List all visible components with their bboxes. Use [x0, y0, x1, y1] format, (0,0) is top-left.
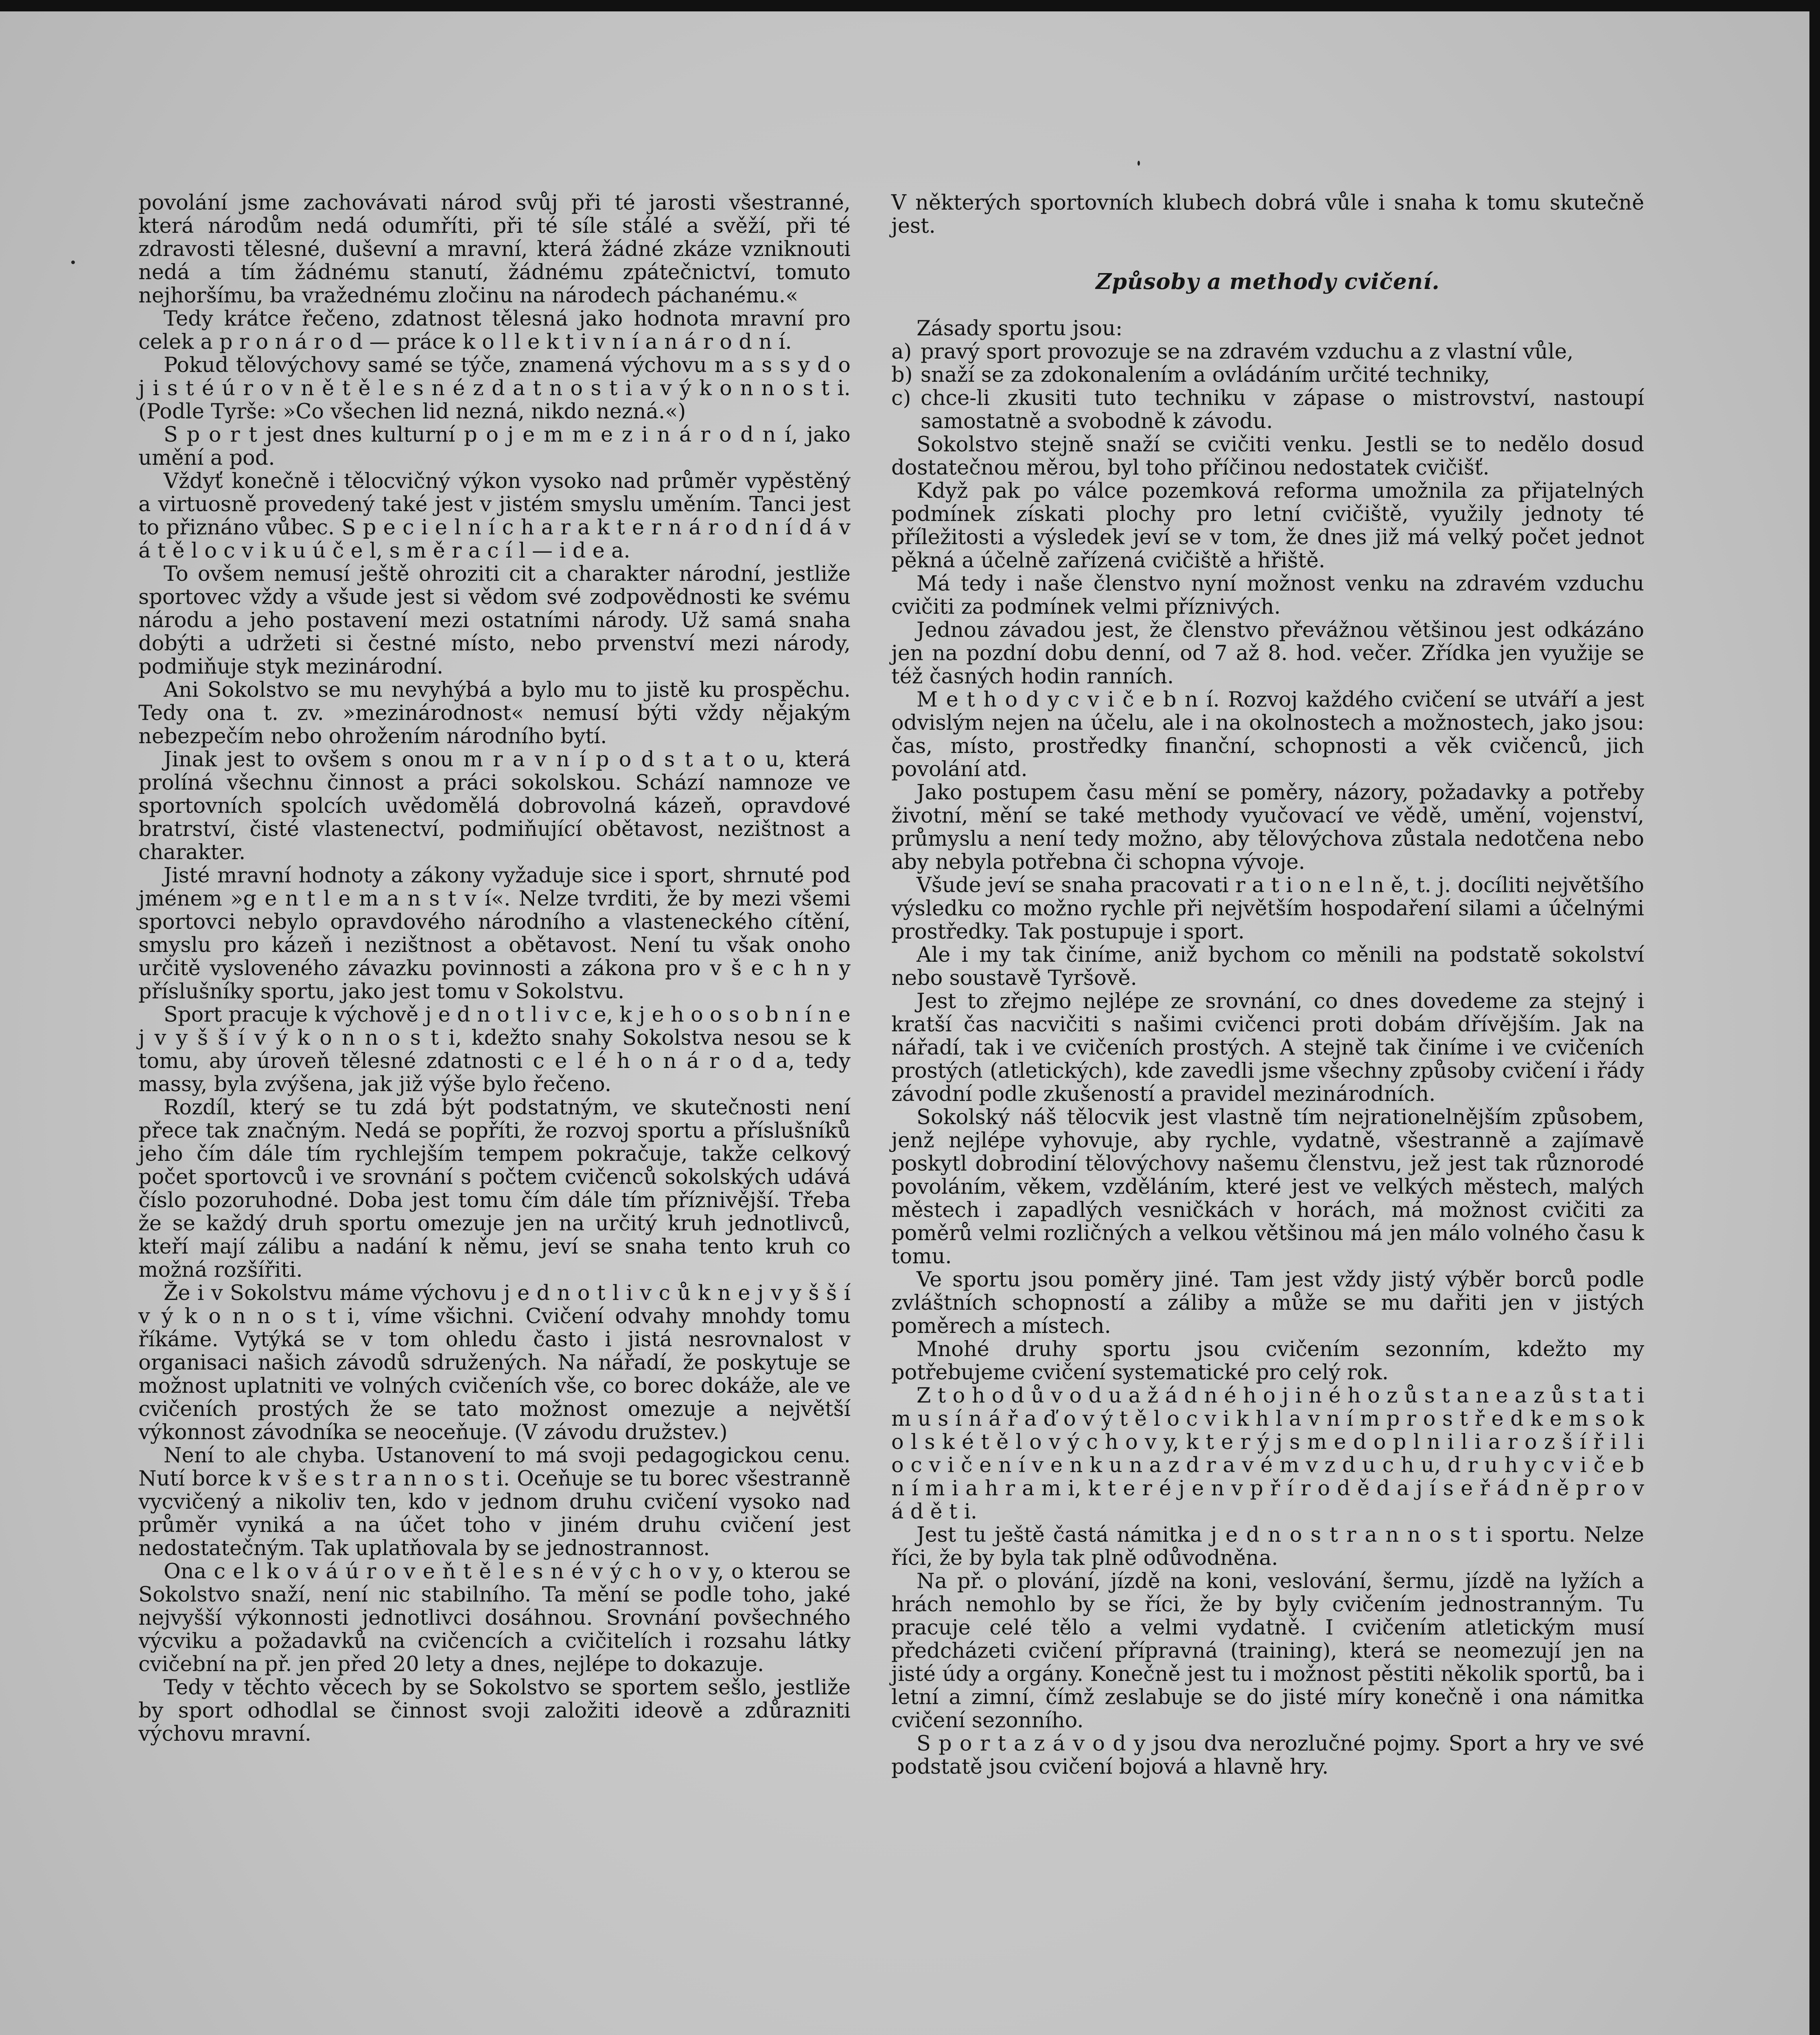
left-paragraph: Ani Sokolstvo se mu nevyhýbá a bylo mu to jistě ku prospěchu. Tedy ona t. zv. »mezinárodnost« nemusí býti vždy nějakým nebezpečím nebo ohrožením národního bytí. [138, 678, 851, 748]
right-paragraphs [891, 433, 1644, 1779]
left-paragraph: Rozdíl, který se tu zdá být podstatným, ve skutečnosti není přece tak značným. Nedá se popříti, že rozvoj sportu a příslušníků jeho čím dále tím rychlejším tempem pokračuje, takže celkový počet sportovců i ve srovnání s počtem cvičenců sokolských udává číslo pozoruhodné. Doba jest tomu čím dále tím příznivější. Třeba že se každý druh sportu omezuje jen na určitý kruh jednotlivců, kteří mají zálibu a nadání k němu, jeví se snaha tento kruh co možná rozšířiti. [138, 1096, 851, 1282]
right-paragraph: Má tedy i naše členstvo nyní možnost venku na zdravém vzduchu cvičiti za podmínek velmi příznivých. [891, 572, 1644, 619]
rule-marker: b) [891, 363, 913, 387]
scan-border-right [1809, 0, 1820, 2035]
right-paragraph: Mnohé druhy sportu jsou cvičením sezonním, kdežto my potřebujeme cvičení systematické pro celý rok. [891, 1337, 1644, 1385]
right-paragraph: Když pak po válce pozemková reforma umožnila za přijatelných podmínek získati plochy pro letní cvičiště, využily jednoty té příležitosti a výsledek jeví se v tom, že dnes již má velký počet jednot pěkná a účelně zařízená cvičiště a hřiště. [891, 479, 1644, 573]
left-column [138, 191, 851, 1746]
rules-list [891, 340, 1644, 433]
left-paragraph: Jinak jest to ovšem s onou m r a v n í p o d s t a t o u, která prolíná všechnu činnost a práci sokolskou. Schází namnoze ve sportovních spolcích uvědomělá dobrovolná kázeň, opravdové bratrství, čisté vlastenectví, podmiňující obětavost, nezištnost a charakter. [138, 748, 851, 864]
right-paragraph: Na př. o plování, jízdě na koni, veslování, šermu, jízdě na lyžích a hrách nemohlo by se říci, že by byly cvičením jednostranným. Tu pracuje celé tělo a velmi vydatně. I cvičením atletickým musí předcházeti cvičení přípravná (training), která se neomezují jen na jisté údy a orgány. Konečně jest tu i možnost pěstiti několik sportů, ba i letní a zimní, čímž zeslabuje se do jisté míry konečně i ona námitka cvičení sezonního. [891, 1569, 1644, 1733]
left-paragraph: Není to ale chyba. Ustanovení to má svoji pedagogickou cenu. Nutí borce k v š e s t r a n n o s t i. Oceňuje se tu borec všestranně vycvičený a nikoliv ten, kdo v jednom druhu cvičení vysoko nad průměr vyniká a na účet toho v jiném druhu cvičení jest nedostatečným. Tak uplatňovala by se jednostrannost. [138, 1444, 851, 1560]
right-paragraph: Sokolstvo stejně snaží se cvičiti venku. Jestli se to nedělo dosud dostatečnou měrou, byl toho příčinou nedostatek cvičišť. [891, 433, 1644, 480]
scan-speck [1138, 161, 1140, 166]
left-paragraph: Sport pracuje k výchově j e d n o t l i v c e, k j e h o o s o b n í n e j v y š š í v ý k o n n o s t i, kdežto snahy Sokolstva nesou se k tomu, aby úroveň tělesné zdatnosti c e l é h o n á r o d a, tedy massy, byla zvýšena, jak již výše bylo řečeno. [138, 1003, 851, 1096]
rule-marker: a) [891, 340, 912, 364]
right-paragraph: M e t h o d y c v i č e b n í. Rozvoj každého cvičení se utváří a jest odvislým nejen na účelu, ale i na okolnostech a možnostech, jako jsou: čas, místo, prostředky finanční, schopnosti a věk cvičenců, jich povolání atd. [891, 688, 1644, 781]
left-paragraph: Že i v Sokolstvu máme výchovu j e d n o t l i v c ů k n e j v y š š í v ý k o n n o s t i, víme všichni. Cvičení odvahy mnohdy tomu říkáme. Vytýká se v tom ohledu často i jistá nesrovnalost v organisaci našich závodů sdružených. Na nářadí, že poskytuje se možnost uplatniti ve volných cvičeních vše, co borec dokáže, ale ve cvičeních prostých že se tato možnost omezuje a největší výkonnost závodníka se neoceňuje. (V závodu družstev.) [138, 1281, 851, 1444]
rule-item [891, 363, 1644, 387]
left-paragraph: Vždyť konečně i tělocvičný výkon vysoko nad průměr vypěstěný a virtuosně provedený také jest v jistém smyslu uměním. Tanci jest to přiznáno vůbec. S p e c i e l n í c h a r a k t e r n á r o d n í d á v á t ě l o c v i k u ú č e l, s m ě r a c í l — i d e a. [138, 469, 851, 563]
left-paragraph: povolání jsme zachovávati národ svůj při té jarosti všestranné, která národům nedá odumříti, při té síle stálé a svěží, při té zdravosti tělesné, duševní a mravní, která žádné zkáze vzniknouti nedá a tím žádnému stanutí, žádnému zpátečnictví, tomuto nejhoršímu, ba vražednému zločinu na národech páchanému.« [138, 191, 851, 308]
scan-speck [71, 260, 75, 264]
rule-text: pravý sport provozuje se na zdravém vzduchu a z vlastní vůle, [921, 340, 1574, 364]
right-paragraph: Jako postupem času mění se poměry, názory, požadavky a potřeby životní, mění se také methody vyučovací ve vědě, umění, vojenství, průmyslu a není tedy možno, aby tělovýchova zůstala nedotčena nebo aby nebyla potřebna či schopna vývoje. [891, 781, 1644, 874]
rule-text: snaží se za zdokonalením a ovládáním určité techniky, [921, 363, 1490, 387]
left-paragraph: Ona c e l k o v á ú r o v e ň t ě l e s n é v ý c h o v y, o kterou se Sokolstvo snaží, není nic stabilního. Ta mění se podle toho, jaké nejvyšší výkonnosti jednotlivci dosáhnou. Srovnání povšechného výcviku a požadavků na cvičencích a cvičitelích i rozsahu látky cvičební na př. jen před 20 lety a dnes, nejlépe to dokazuje. [138, 1560, 851, 1676]
left-paragraph: To ovšem nemusí ještě ohroziti cit a charakter národní, jestliže sportovec vždy a všude jest si vědom své zodpovědnosti ke svému národu a jeho postavení mezi ostatními národy. Už samá snaha dobýti a udržeti si čestné místo, nebo prvenství mezi národy, podmiňuje styk mezinárodní. [138, 562, 851, 679]
rule-item [891, 387, 1644, 433]
right-paragraph: Jest tu ještě častá námitka j e d n o s t r a n n o s t i sportu. Nelze říci, že by byla tak plně odůvodněna. [891, 1523, 1644, 1570]
left-paragraph: S p o r t jest dnes kulturní p o j e m m e z i n á r o d n í, jako umění a pod. [138, 423, 851, 470]
left-paragraph: Pokud tělovýchovy samé se týče, znamená výchovu m a s s y d o j i s t é ú r o v n ě t ě l e s n é z d a t n o s t i a v ý k o n n o s t i. (Podle Tyrše: »Co všechen lid nezná, nikdo nezná.«) [138, 353, 851, 424]
right-paragraph: Z t o h o d ů v o d u a ž á d n é h o j i n é h o z ů s t a n e a z ů s t a t i m u s í n á ř a ď o v ý t ě l o c v i k h l a v n í m p r o s t ř e d k e m s o k o l s k é t ě l o v ý c h o v y, k t e r ý j s m e d o p l n i l i a r o z š í ř i l i o c v i č e n í v e n k u n a z d r a v é m v z d u c h u, d r u h y c v i č e b n í m i a h r a m i, k t e r é j e n v p ř í r o d ě d a j í s e ř á d n ě p r o v á d ě t i. [891, 1384, 1644, 1524]
right-column [891, 191, 1644, 1779]
right-paragraph: S p o r t a z á v o d y jsou dva nerozlučné pojmy. Sport a hry ve své podstatě jsou cvičení bojová a hlavně hry. [891, 1732, 1644, 1779]
right-paragraph: Jest to zřejmo nejlépe ze srovnání, co dnes dovedeme za stejný i kratší čas nacvičiti s našimi cvičenci proti dobám dřívějším. Jak na nářadí, tak i ve cvičeních prostých. A stejně tak činíme i ve cvičeních prostých (atletických), kde zavedli jsme všechny způsoby cvičení i řády závodní podle zkušeností a pravidel mezinárodních. [891, 989, 1644, 1106]
left-paragraph: Tedy krátce řečeno, zdatnost tělesná jako hodnota mravní pro celek a p r o n á r o d — práce k o l l e k t i v n í a n á r o d n í. [138, 307, 851, 354]
left-paragraph: Tedy v těchto věcech by se Sokolstvo se sportem sešlo, jestliže by sport odhodlal se činnost svoji založiti ideově a zdůrazniti výchovu mravní. [138, 1676, 851, 1746]
right-paragraph: Sokolský náš tělocvik jest vlastně tím nejrationelnějším způsobem, jenž nejlépe vyhovuje, aby rychle, vydatně, všestranně a zajímavě poskytl dobrodiní tělovýchovy našemu členstvu, jež jest tak různorodé povoláním, věkem, vzděláním, které jest ve velkých městech, malých městech i zapadlých vesničkách v horách, má možnost cvičiti za poměrů velmi rozličných a velkou většinou má jen málo volného času k tomu. [891, 1105, 1644, 1269]
right-intro-paragraph: V některých sportovních klubech dobrá vůle i snaha k tomu skutečně jest. [891, 191, 1644, 238]
rules-intro: Zásady sportu jsou: [917, 317, 1123, 341]
scan-border-top [0, 0, 1820, 11]
right-paragraph: Ale i my tak činíme, aniž bychom co měnili na podstatě sokolství nebo soustavě Tyršově. [891, 943, 1644, 990]
left-paragraph: Jisté mravní hodnoty a zákony vyžaduje sice i sport, shrnuté pod jménem »g e n t l e m a n s t v í«. Nelze tvrditi, že by mezi všemi sportovci nebylo opravdového národního a vlasteneckého cítění, smyslu pro kázeň i nezištnost a obětavost. Není tu však onoho určitě vysloveného závazku povinnosti a zákona pro v š e c h n y příslušníky sportu, jako jest tomu v Sokolstvu. [138, 864, 851, 1004]
right-paragraph: Ve sportu jsou poměry jiné. Tam jest vždy jistý výběr borců podle zvláštních schopností a záliby a může se mu dařiti jen v jistých poměrech a místech. [891, 1268, 1644, 1338]
rule-marker: c) [891, 386, 911, 410]
rule-item [891, 340, 1644, 363]
right-paragraph: Všude jeví se snaha pracovati r a t i o n e l n ě, t. j. docíliti největšího výsledku co možno rychle při největším hospodaření silami a účelnými prostředky. Tak postupuje i sport. [891, 873, 1644, 944]
rule-text: chce-li zkusiti tuto techniku v zápase o mistrovství, nastoupí samostatně a svobodně k závodu. [921, 386, 1644, 433]
section-heading: Způsoby a methody cvičení. [1096, 269, 1440, 294]
right-paragraph: Jednou závadou jest, že členstvo převážnou většinou jest odkázáno jen na pozdní dobu denní, od 7 až 8. hod. večer. Zřídka jen využije se též časných hodin ranních. [891, 618, 1644, 689]
